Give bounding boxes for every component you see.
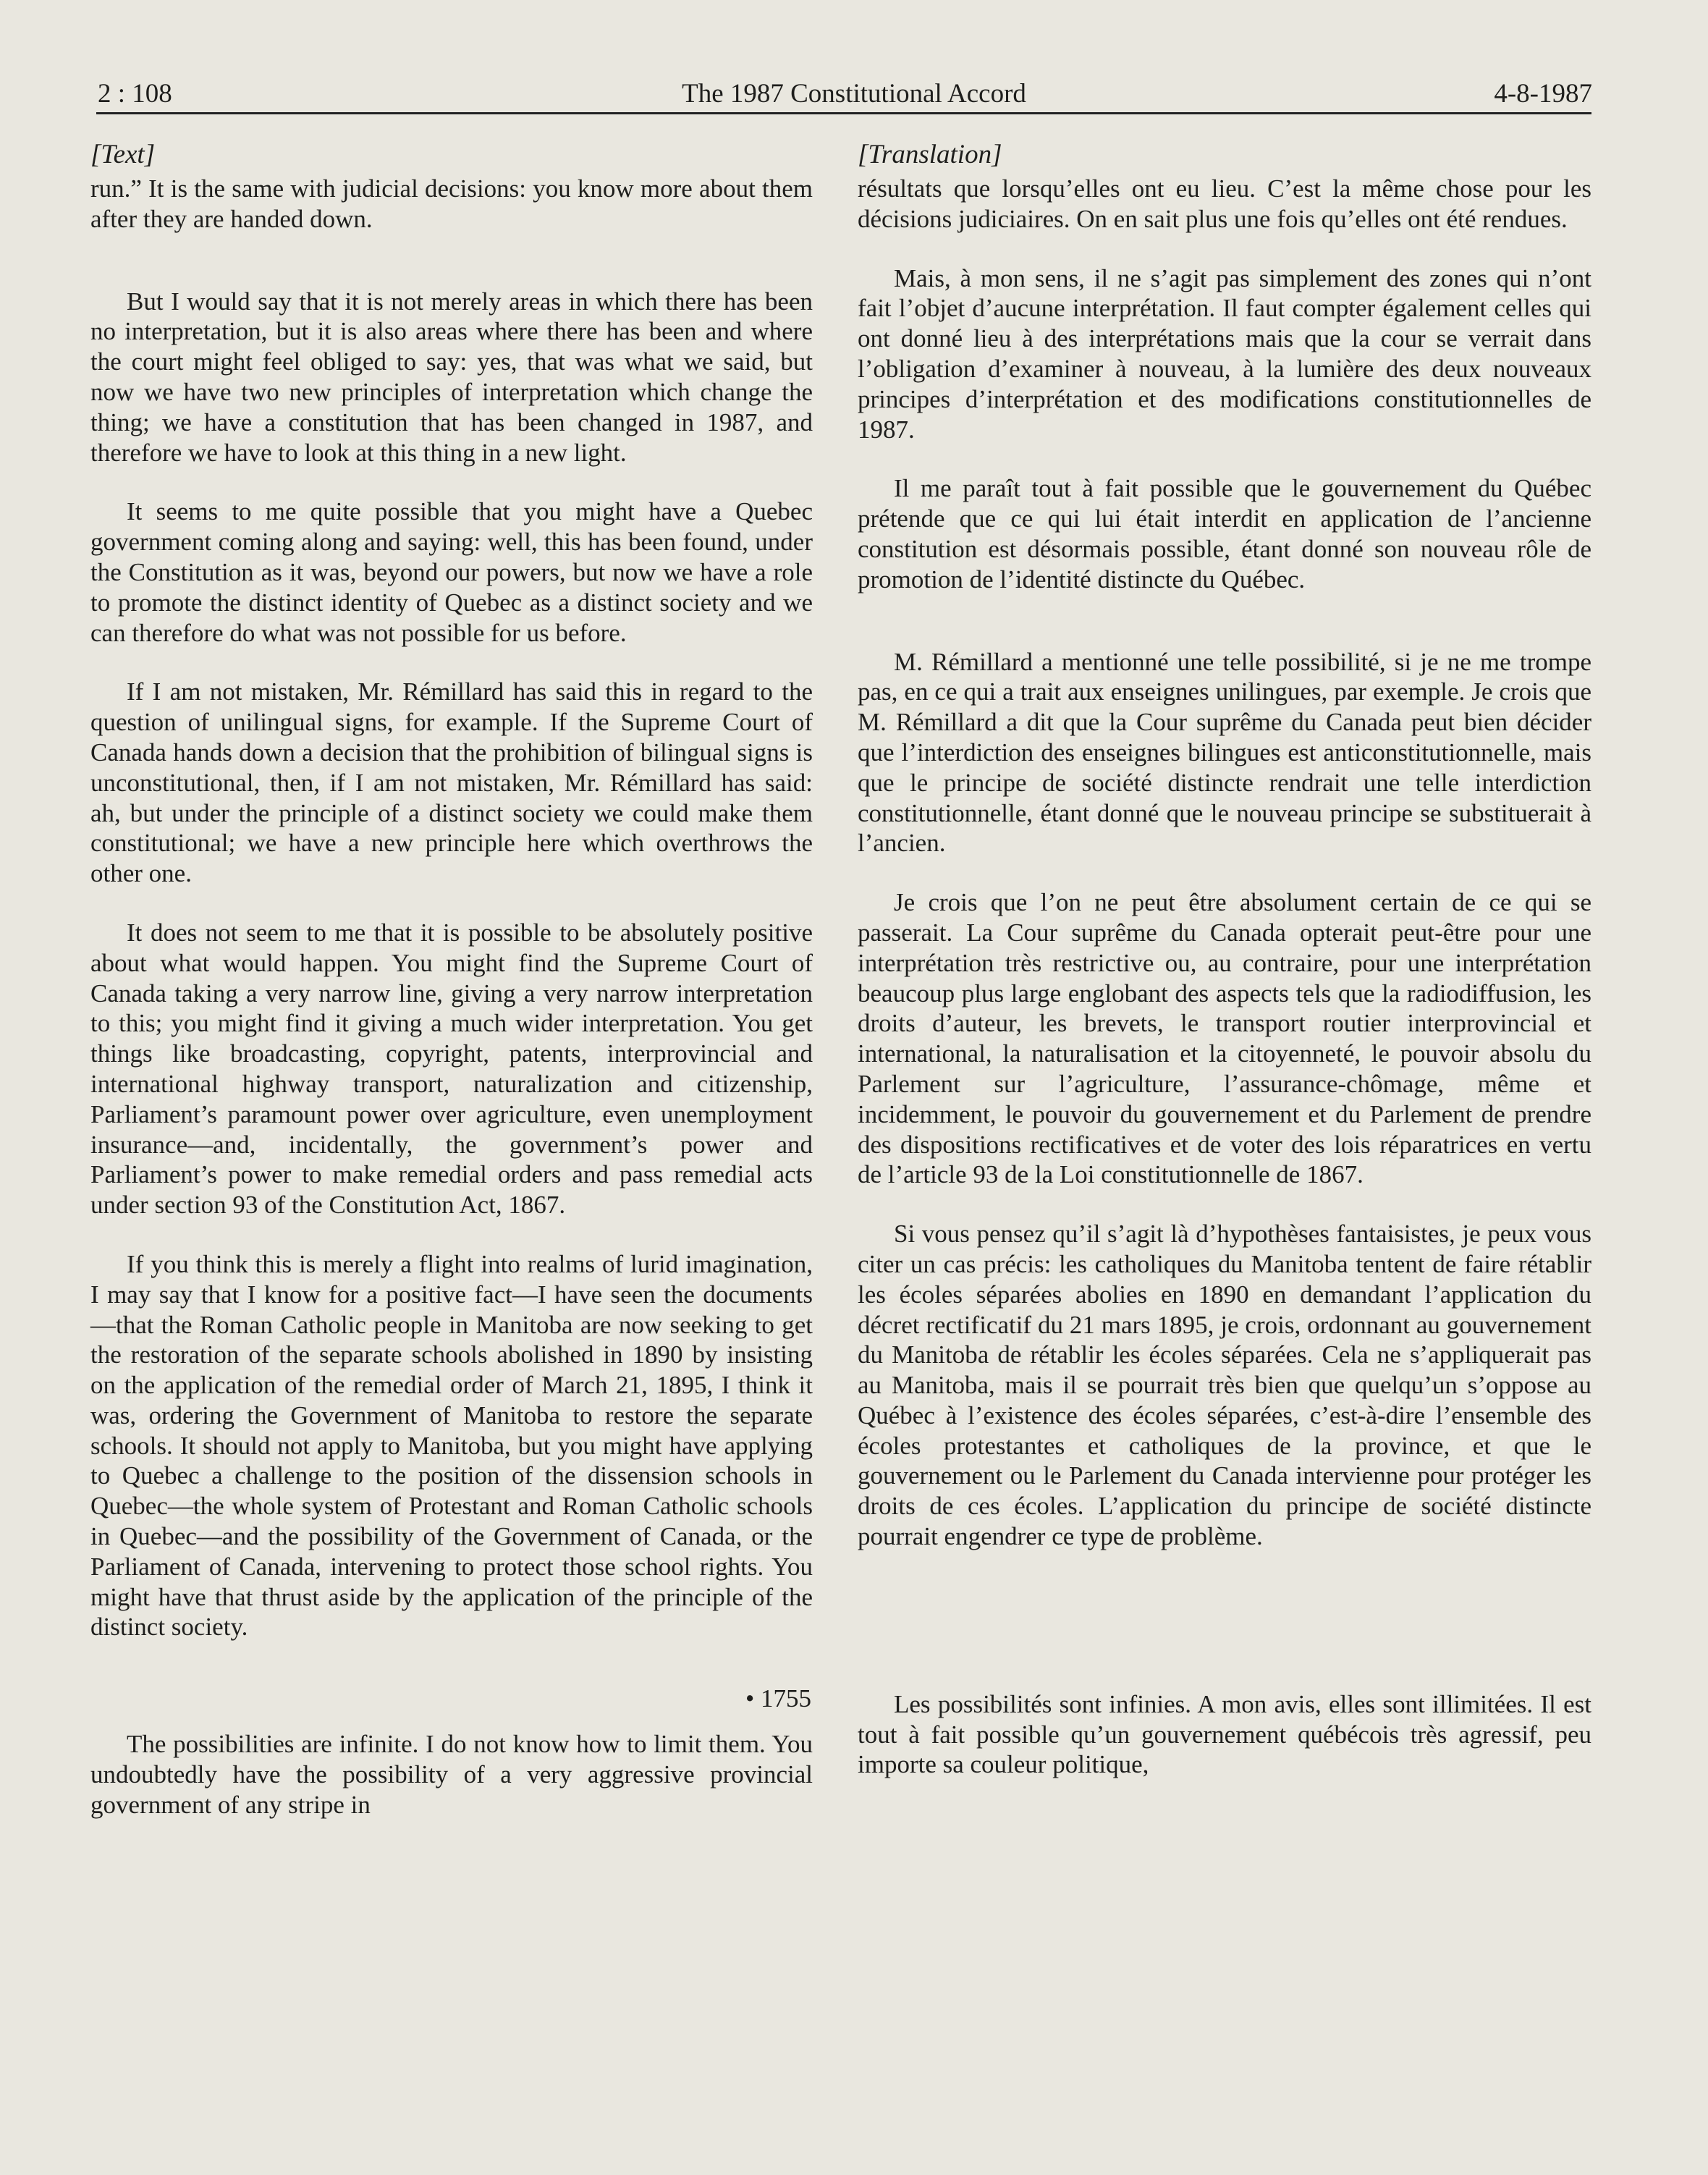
paragraph: If you think this is merely a flight into realms of lurid imagination, I may say that I know for a positive fact—I have seen the documents—that the Roman Catholic people in Manitoba are now seeking to get the restoration of the separate schools abolished in 1890 by insisting on the application of the remedial order of March 21, 1895, I think it was, ordering the Government of Manitoba to restore the separate schools. It should not apply to Manitoba, but you might have applying to Quebec a challenge to the position of the dissension schools in Quebec—the whole system of Protestant and Roman Catholic schools in Quebec—and the possibility of the Government of Canada, or the Parliament of Canada, intervening to protect those school rights. You might have that thrust aside by the application of the principle of the distinct society. xyxy=(90,1249,813,1642)
time-marker: • 1755 xyxy=(745,1684,811,1713)
document-title: The 1987 Constitutional Accord xyxy=(682,79,1026,109)
page-header xyxy=(0,0,1708,123)
paragraph: But I would say that it is not merely areas in which there has been no interpretation, but it is also areas where there has been and where the court might feel obliged to say: yes, that was what we said, but now we have two new principles of interpretation which change the thing; we have a constitution that has been changed in 1987, and therefore we have to look at this thing in a new light. xyxy=(90,287,813,467)
paragraph: Je crois que l’on ne peut être absolument certain de ce qui se passerait. La Cour suprême du Canada opterait peut-être pour une interprétation très restrictive ou, au contraire, pour une interprétation beaucoup plus large englobant des aspects tels que la radiodiffusion, les droits d’auteur, les brevets, le transport routier interprovincial et international, la naturalisation et la citoyenneté, le pouvoir absolu du Parlement sur l’agriculture, l’assurance-chômage, même et incidemment, le pouvoir du gouvernement et du Parlement de prendre des dispositions rectificatives et de voter des lois réparatrices en vertu de l’article 93 de la Loi constitutionnelle de 1867. xyxy=(858,888,1591,1189)
paragraph: If I am not mistaken, Mr. Rémillard has said this in regard to the question of unilingual signs, for example. If the Supreme Court of Canada hands down a decision that the prohibition of bilingual signs is unconstitutional, then, if I am not mistaken, Mr. Rémillard has said: ah, but under the principle of a distinct society we could make them constitutional; we have a new principle here which overthrows the other one. xyxy=(90,677,813,888)
paragraph: résultats que lorsqu’elles ont eu lieu. C’est la même chose pour les décisions judiciaires. On en sait plus une fois qu’elles ont été rendues. xyxy=(858,174,1591,233)
paragraph: Il me paraît tout à fait possible que le gouvernement du Québec prétende que ce qui lui était interdit en application de l’ancienne constitution est désormais possible, étant donné son nouveau rôle de promotion de l’identité distincte du Québec. xyxy=(858,474,1591,594)
paragraph: run.” It is the same with judicial decisions: you know more about them after they are handed down. xyxy=(90,174,813,233)
document-date: 4-8-1987 xyxy=(1494,79,1592,109)
english-column xyxy=(90,139,813,2122)
paragraph: Les possibilités sont infinies. A mon avis, elles sont illimitées. Il est tout à fait possible qu’un gouvernement québécois très agressif, peu importe sa couleur politique, xyxy=(858,1689,1591,1779)
paragraph: Mais, à mon sens, il ne s’agit pas simplement des zones qui n’ont fait l’objet d’aucune interprétation. Il faut compter également celles qui ont donné lieu à des interprétations mais que la cour se verrait dans l’obligation d’examiner à nouveau, à la lumière des deux nouveaux principes d’interprétation et des modifications constitutionnelles de 1987. xyxy=(858,263,1591,444)
page-number: 2 : 108 xyxy=(98,79,172,109)
header-rule xyxy=(96,112,1591,114)
text-tag: [Text] xyxy=(90,140,156,169)
paragraph: It seems to me quite possible that you might have a Quebec government coming along and saying: well, this has been found, under the Constitution as it was, beyond our powers, but now we have a role to promote the distinct identity of Quebec as a distinct society and we can therefore do what was not possible for us before. xyxy=(90,497,813,647)
paragraph: M. Rémillard a mentionné une telle possibilité, si je ne me trompe pas, en ce qui a trait aux enseignes unilingues, par exemple. Je crois que M. Rémillard a dit que la Cour suprême du Canada peut bien décider que l’interdiction des enseignes bilingues est anticonstitutionnelle, mais que le principe de société distincte rendrait une telle interdiction constitutionnelle, étant donné que le nouveau principe se substituerait à l’ancien. xyxy=(858,647,1591,858)
paragraph: The possibilities are infinite. I do not know how to limit them. You undoubtedly have the possibility of a very aggressive provincial government of any stripe in xyxy=(90,1730,813,1819)
paragraph: Si vous pensez qu’il s’agit là d’hypothèses fantaisistes, je peux vous citer un cas précis: les catholiques du Manitoba tentent de faire rétablir les écoles séparées abolies en 1890 en demandant l’application du décret rectificatif du 21 mars 1895, je crois, ordonnant au gouvernement du Manitoba de rétablir les écoles séparées. Cela ne s’appliquerait pas au Manitoba, mais il se pourrait très bien que quelqu’un s’oppose au Québec à l’existence des écoles séparées, c’est-à-dire l’ensemble des écoles protestantes et catholiques de la province, et que le gouvernement ou le Parlement du Canada intervienne pour protéger les droits de ces écoles. L’application du principe de société distincte pourrait engendrer ce type de problème. xyxy=(858,1220,1591,1551)
french-column xyxy=(858,139,1591,2122)
translation-tag: [Translation] xyxy=(858,140,1002,169)
paragraph: It does not seem to me that it is possible to be absolutely positive about what would happen. You might find the Supreme Court of Canada taking a very narrow line, giving a very narrow interpretation to this; you might find it giving a much wider interpretation. You get things like broadcasting, copyright, patents, interprovincial and international highway transport, naturalization and citizenship, Parliament’s paramount power over agriculture, even unemployment insurance—and, incidentally, the government’s power and Parliament’s power to make remedial orders and pass remedial acts under section 93 of the Constitution Act, 1867. xyxy=(90,918,813,1220)
